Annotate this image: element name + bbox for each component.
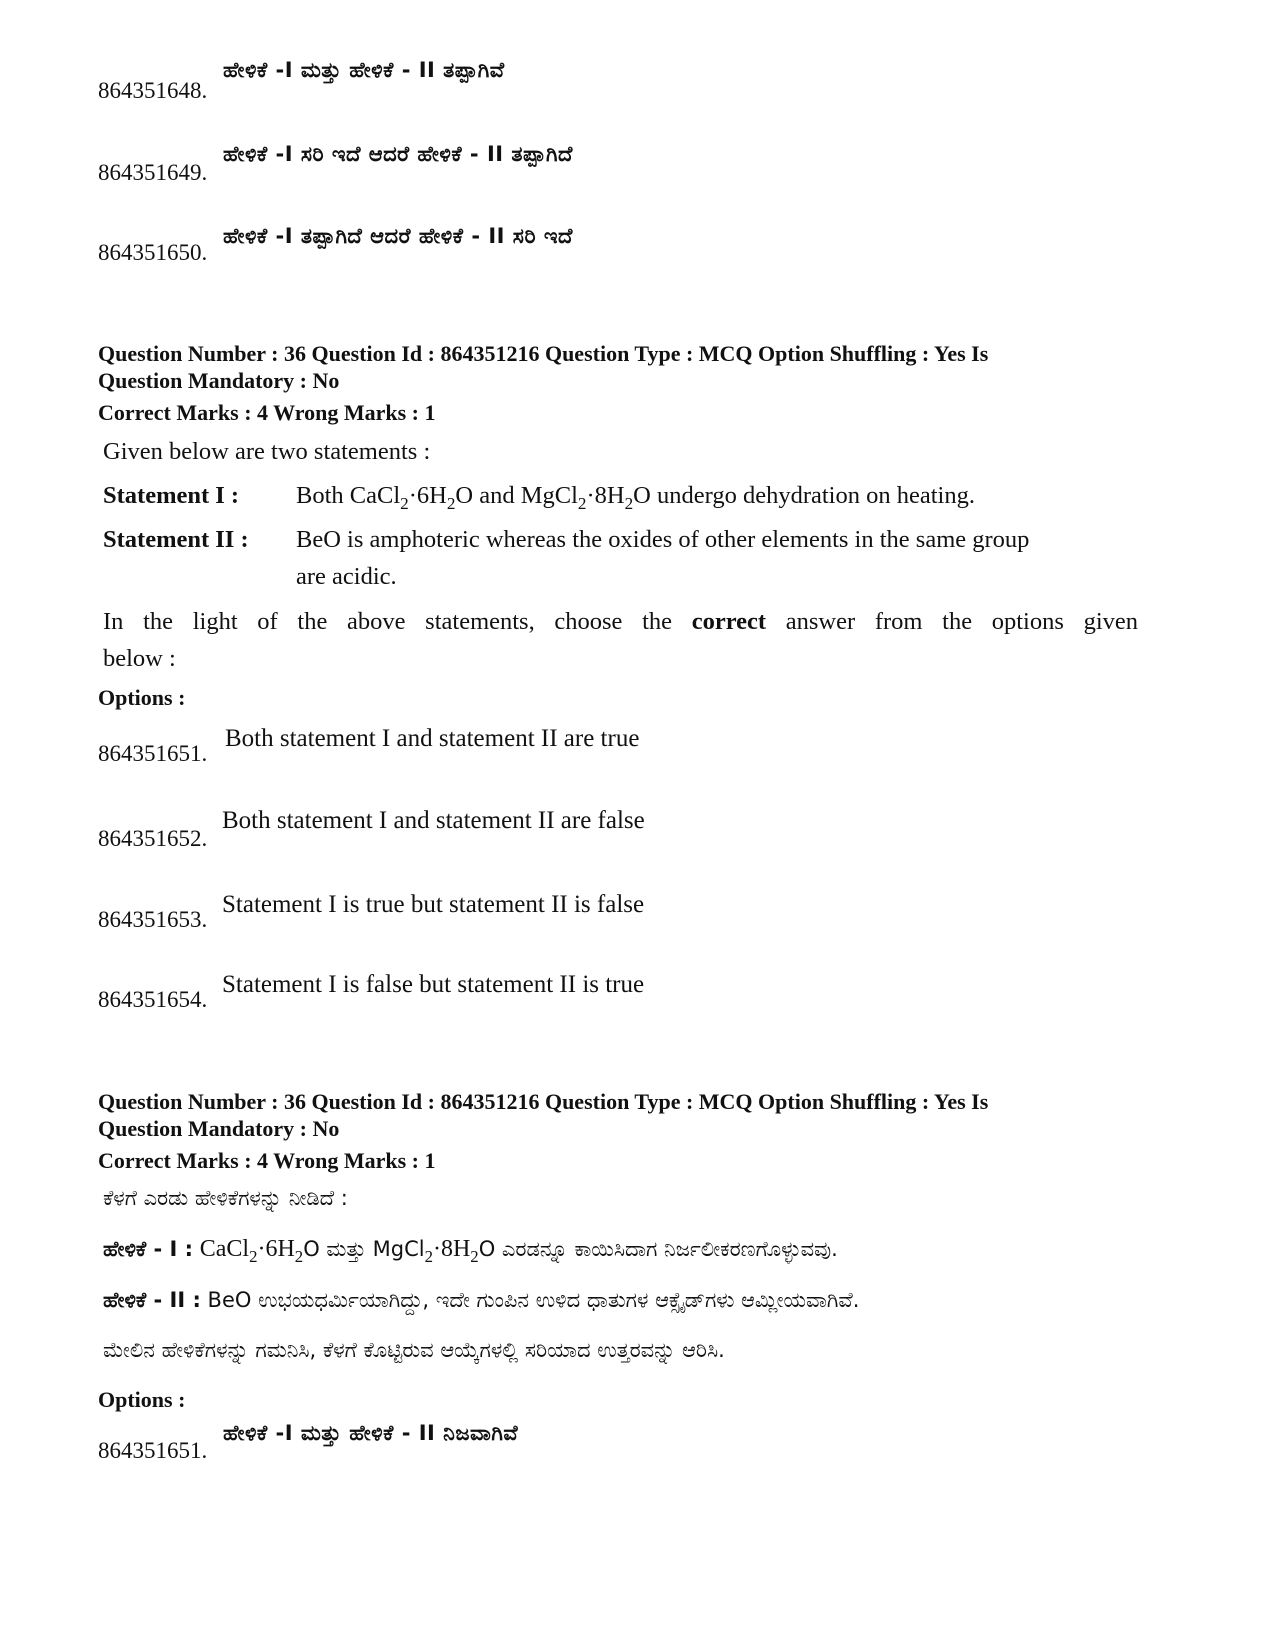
statement-1-text: Both $CaCl_2\cdot 6H_2O$ and $MgCl_2\cdot 8H_2O$ undergo dehydration on heating. [296, 482, 975, 513]
question-mandatory: Question Mandatory : No [98, 368, 340, 393]
option-id: 864351649. [98, 160, 208, 185]
question-prompt: ಮೇಲಿನ ಹೇಳಿಕೆಗಳನ್ನು ಗಮನಿಸಿ, ಕೆಳಗೆ ಕೊಟ್ಟಿರುವ ಆಯ್ಕೆಗಳಲ್ಲಿ ಸರಿಯಾದ ಉತ್ತರವನ್ನು ಆರಿಸಿ. [103, 1338, 725, 1362]
question-marks: Correct Marks : 4 Wrong Marks : 1 [98, 1148, 436, 1173]
question-marks: Correct Marks : 4 Wrong Marks : 1 [98, 400, 436, 425]
option-id: 864351654. [98, 987, 208, 1012]
question-prompt: In the light of the above statements, choose the correct answer from the options given below : [103, 608, 1139, 672]
statement-2-text: BeO is amphoteric whereas the oxides of other elements in the same group are acidic. [296, 526, 1030, 590]
option-text: Both statement I and statement II are true [225, 725, 640, 752]
question-intro: ಕೆಳಗೆ ಎರಡು ಹೇಳಿಕೆಗಳನ್ನು ನೀಡಿದೆ : [103, 1186, 348, 1210]
question-header [98, 1088, 1198, 1142]
option-id: 864351650. [98, 240, 208, 265]
statement-1-label: ಹೇಳಿಕೆ - I : [103, 1237, 194, 1261]
option-text: Statement I is false but statement II is true [222, 971, 645, 998]
option-text: ಹೇಳಿಕೆ -I ತಪ್ಪಾಗಿದೆ ಆದರೆ ಹೇಳಿಕೆ - II ಸರಿ ಇದೆ [223, 224, 573, 248]
option-text: Both statement I and statement II are false [222, 807, 645, 834]
options-label: Options : [98, 1387, 186, 1412]
options-label: Options : [98, 685, 186, 710]
question-mandatory: Question Mandatory : No [98, 1116, 340, 1141]
question-meta: Question Number : 36 Question Id : 864351216 Question Type : MCQ Option Shuffling : Yes Is [98, 341, 989, 366]
statement-2-label: ಹೇಳಿಕೆ - II : [103, 1288, 201, 1312]
statement-2-label: Statement II : [103, 526, 249, 553]
option-text: ಹೇಳಿಕೆ -I ಮತ್ತು ಹೇಳಿಕೆ - II ನಿಜವಾಗಿವೆ [223, 1421, 519, 1445]
statement-1-label: Statement I : [103, 482, 240, 509]
statement-1-text: $CaCl_2\cdot 6H_2O$ ಮತ್ತು $MgCl_2\cdot 8H_2O$ ಎರಡನ್ನೂ ಕಾಯಿಸಿದಾಗ ನಿರ್ಜಲೀಕರಣಗೊಳ್ಳುವವು. [199, 1236, 838, 1266]
option-text: ಹೇಳಿಕೆ -I ಮತ್ತು ಹೇಳಿಕೆ - II ತಪ್ಪಾಗಿವೆ [223, 58, 505, 82]
statement-1 [103, 1236, 838, 1270]
statement-2-text: BeO ಉಭಯಧರ್ಮಿಯಾಗಿದ್ದು, ಇದೇ ಗುಂಪಿನ ಉಳಿದ ಧಾತುಗಳ ಆಕ್ಸೈಡ್‌ಗಳು ಆಮ್ಲೀಯವಾಗಿವೆ. [207, 1288, 860, 1312]
option-text: ಹೇಳಿಕೆ -I ಸರಿ ಇದೆ ಆದರೆ ಹೇಳಿಕೆ - II ತಪ್ಪಾಗಿದೆ [223, 142, 573, 166]
question-meta: Question Number : 36 Question Id : 864351216 Question Type : MCQ Option Shuffling : Yes Is [98, 1089, 989, 1114]
option-id: 864351651. [98, 1438, 208, 1463]
question-header [98, 340, 1198, 394]
option-id: 864351648. [98, 78, 208, 103]
option-text: Statement I is true but statement II is false [222, 891, 645, 918]
statement-2 [103, 1287, 859, 1313]
option-id: 864351653. [98, 907, 208, 932]
question-intro: Given below are two statements : [103, 438, 431, 465]
option-id: 864351652. [98, 826, 208, 851]
option-id: 864351651. [98, 741, 208, 766]
